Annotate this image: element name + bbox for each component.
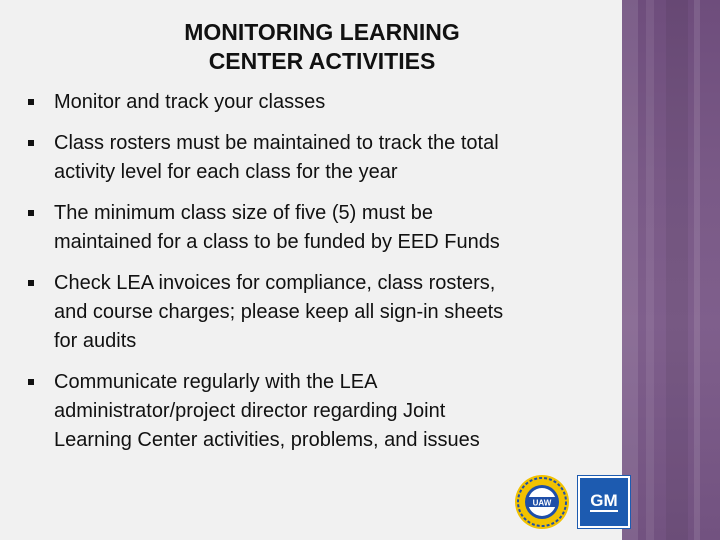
square-bullet-icon <box>28 140 34 146</box>
bullet-text: administrator/project director regarding Joint <box>54 400 446 422</box>
gm-logo <box>578 476 630 528</box>
bullet-text: Monitor and track your classes <box>54 91 326 113</box>
bullet-text: and course charges; please keep all sign-in sheets <box>54 301 504 323</box>
bullet-text: The minimum class size of five (5) must be <box>54 202 433 224</box>
gm-logo-text: GM <box>590 491 618 510</box>
square-bullet-icon <box>28 280 34 286</box>
bullet-list <box>24 88 614 455</box>
bullet-item <box>24 88 614 117</box>
title-line-2: CENTER ACTIVITIES <box>208 48 436 74</box>
uaw-logo-text: UAW <box>532 498 552 508</box>
bullet-text: for audits <box>54 330 137 352</box>
bullet-text: Check LEA invoices for compliance, class rosters, <box>54 272 496 294</box>
bullet-text: activity level for each class for the year <box>54 161 398 183</box>
square-bullet-icon <box>28 99 34 105</box>
square-bullet-icon <box>28 210 34 216</box>
square-bullet-icon <box>28 379 34 385</box>
bullet-item <box>24 129 614 187</box>
bullet-item <box>24 368 614 455</box>
decorative-side-panel <box>622 0 720 540</box>
slide-title <box>100 18 544 76</box>
bullet-text: maintained for a class to be funded by EED Funds <box>54 231 500 253</box>
bullet-item <box>24 199 614 257</box>
bullet-text: Communicate regularly with the LEA <box>54 371 378 393</box>
title-line-1: MONITORING LEARNING <box>184 19 460 45</box>
bullet-text: Class rosters must be maintained to track the total <box>54 132 499 154</box>
uaw-logo <box>514 474 570 530</box>
bullet-item <box>24 269 614 356</box>
bullet-text: Learning Center activities, problems, and issues <box>54 429 480 451</box>
